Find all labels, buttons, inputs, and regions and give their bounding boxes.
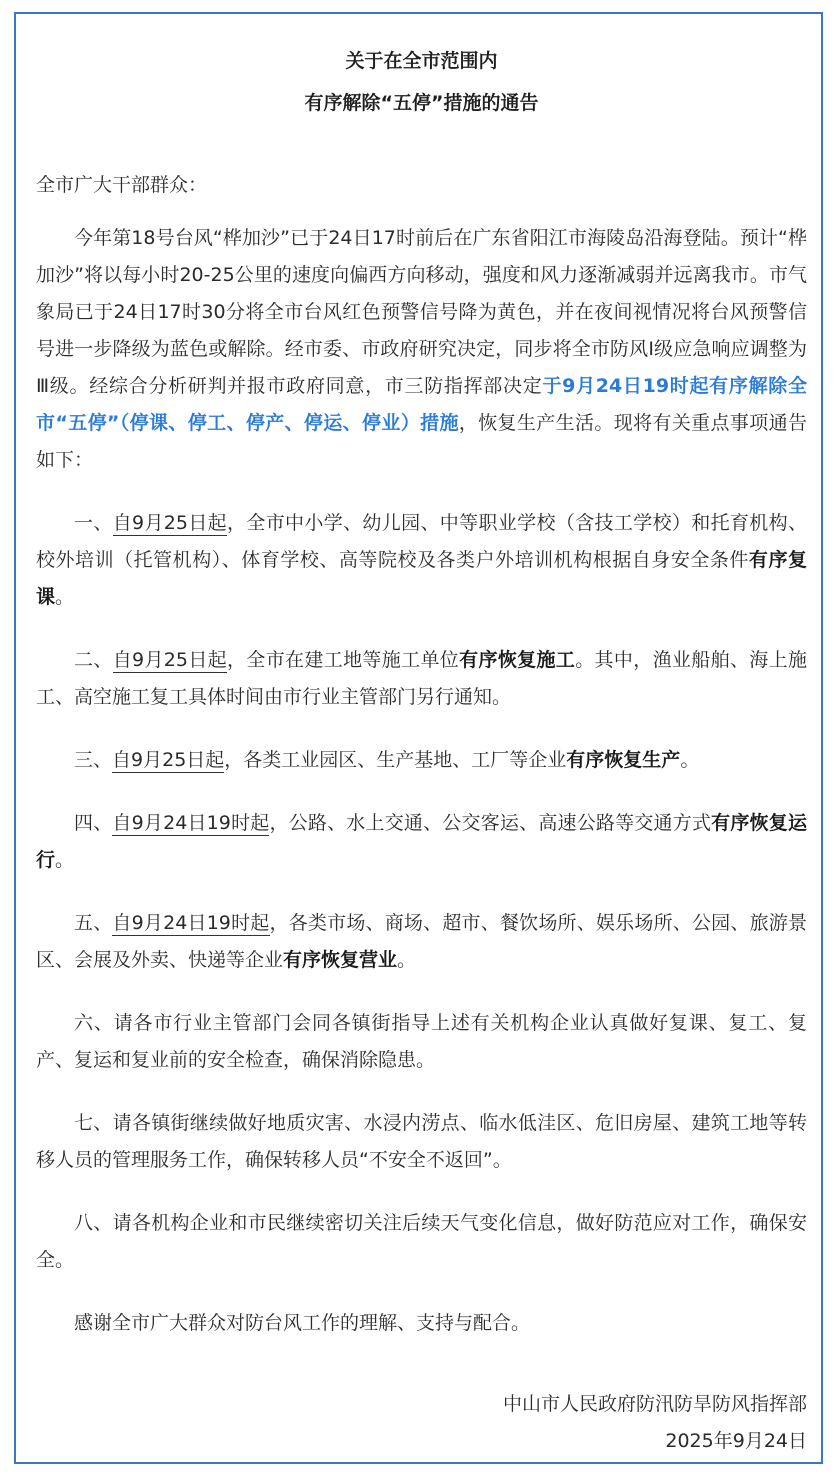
item-bold: 有序恢复营业 [283,949,398,971]
item-text: ，公路、水上交通、公交客运、高速公路等交通方式 [269,812,712,834]
item-date: 自9月25日起 [112,749,225,771]
item-prefix: 二、 [74,649,113,671]
item-4 [36,805,807,879]
intro-text-2: ，恢复生产生活。现将有关重点事项通告如下： [36,412,807,471]
item-bold: 有序恢复施工 [459,649,576,671]
item-text: ，全市中小学、幼儿园、中等职业学校（含技工学校）和托育机构、校外培训（托管机构）、体育学校、高等院校及各类户外培训机构根据自身安全条件 [36,512,807,571]
item-text: ，各类市场、商场、超市、餐饮场所、娱乐场所、公园、旅游景区、会展及外卖、快递等企业 [36,912,807,971]
item-prefix: 三、 [74,749,113,771]
item-date: 自9月24日19时起 [112,812,270,834]
item-prefix: 五、 [74,912,113,934]
intro-highlight: 于9月24日19时起有序解除全市“五停”（停课、停工、停产、停运、停业）措施 [36,375,807,434]
item-date: 自9月25日起 [112,649,228,671]
item-2 [36,642,807,716]
item-bold: 有序恢复生产 [566,749,681,771]
intro-text-1: 今年第18号台风“桦加沙”已于24日17时前后在广东省阳江市海陵岛沿海登陆。预计“桦加沙”将以每小时20-25公里的速度向偏西方向移动，强度和风力逐渐减弱并远离我市。市气象局已于24日17时30分将全市台风红色预警信号降为黄色，并在夜间视情况将台风预警信号进一步降级为蓝色或解除。经市委、市政府研究决定，同步将全市防风Ⅰ级应急响应调整为Ⅲ级。经综合分析研判并报市政府同意，市三防指挥部决定 [36,227,807,397]
item-5 [36,905,807,979]
item-date: 自9月24日19时起 [112,912,270,934]
notice-content [36,40,807,1460]
item-7: 七、请各镇街继续做好地质灾害、水浸内涝点、临水低洼区、危旧房屋、建筑工地等转移人员的管理服务工作，确保转移人员“不安全不返回”。 [36,1112,807,1171]
notice-title-line-2: 有序解除“五停”措施的通告 [304,92,539,114]
item-end: 。 [55,586,75,608]
item-bold: 有序复课 [36,549,807,608]
item-end: 。 [680,749,700,771]
item-text: ，全市在建工地等施工单位 [227,649,460,671]
item-1 [36,505,807,616]
item-3 [36,742,807,779]
item-prefix: 一、 [74,512,113,534]
notice-frame [14,12,823,1464]
item-date: 自9月25日起 [112,512,228,534]
issuer-name: 中山市人民政府防汛防旱防风指挥部 [502,1393,807,1415]
notice-title-line-1: 关于在全市范围内 [345,50,498,72]
item-8: 八、请各机构企业和市民继续密切关注后续天气变化信息，做好防范应对工作，确保安全。 [36,1212,807,1271]
closing-paragraph: 感谢全市广大群众对防台风工作的理解、支持与配合。 [74,1312,531,1334]
item-end: 。 [397,949,417,971]
issue-date: 2025年9月24日 [665,1430,807,1452]
item-prefix: 四、 [74,812,113,834]
item-text: ，各类工业园区、生产基地、工厂等企业 [224,749,567,771]
item-bold: 有序恢复运行 [36,812,807,871]
item-end: 。其中，渔业船舶、海上施工、高空施工复工具体时间由市行业主管部门另行通知。 [36,649,807,708]
item-end: 。 [55,849,75,871]
intro-paragraph [36,220,807,479]
salutation: 全市广大干部群众： [36,174,208,196]
item-6: 六、请各市行业主管部门会同各镇街指导上述有关机构企业认真做好复课、复工、复产、复运和复业前的安全检查，确保消除隐患。 [36,1012,807,1071]
